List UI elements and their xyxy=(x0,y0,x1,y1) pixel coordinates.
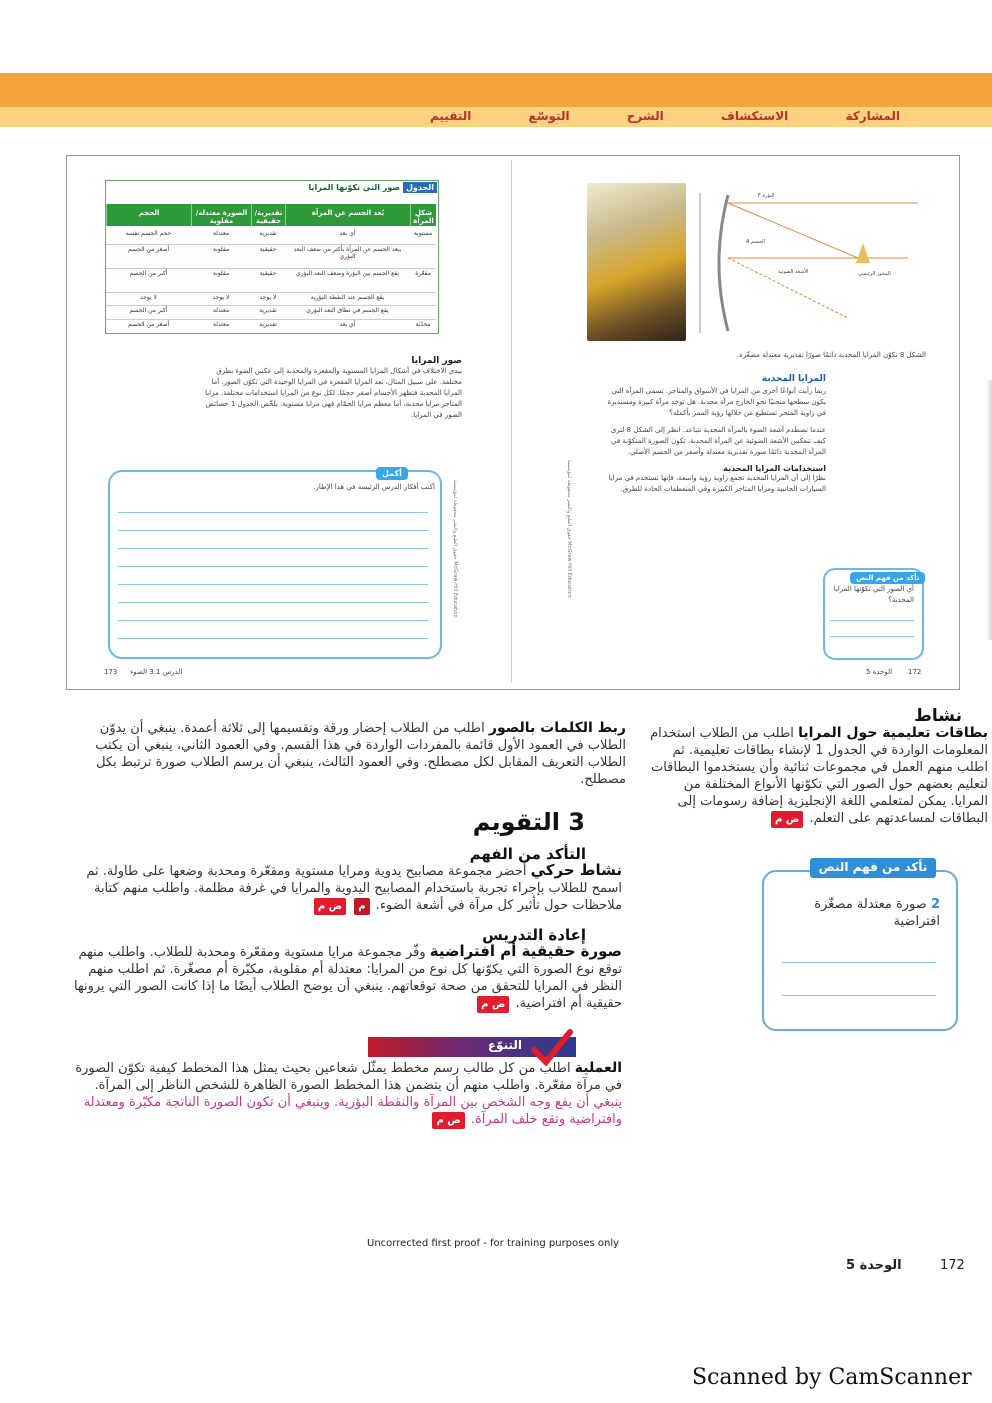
notes-line[interactable] xyxy=(118,548,428,549)
notes-line[interactable] xyxy=(118,566,428,567)
level-badge: ض م xyxy=(477,996,509,1013)
checkmark-stroke xyxy=(534,1032,570,1062)
table-cell: محدّبة xyxy=(415,321,431,328)
section-heading: المرايا المحدبة xyxy=(761,374,826,384)
convex-mirror-diagram xyxy=(688,183,924,341)
table-header: شكل المرآة xyxy=(410,204,436,226)
section-subheading: استخدامات المرايا المحدبة xyxy=(723,464,826,473)
table-cell: يبعد الجسم عن المرآة بأكثر من ضعف البعد البؤري xyxy=(293,246,402,260)
assessment-title: التقويم xyxy=(472,808,560,836)
table-header: تقديرية/حقيقية xyxy=(251,204,285,226)
level-badge: ض م xyxy=(771,811,803,828)
mirror-images-section xyxy=(200,356,462,421)
assessment-heading xyxy=(470,808,585,836)
lesson-phase-nav xyxy=(430,109,900,127)
diagram-label: F البؤرة xyxy=(758,193,775,199)
answer-line[interactable] xyxy=(782,962,936,963)
table-row xyxy=(106,319,436,332)
table-cell: أي بعد xyxy=(339,321,356,328)
table-cell: لا يوجد xyxy=(259,294,277,301)
table-cell: يقع الجسم بين البؤرة وضعف البعد البؤري xyxy=(296,270,399,277)
table-cell: يقع الجسم عند النقطة البؤرية xyxy=(310,294,385,301)
page-number: 173 xyxy=(104,668,118,676)
table-cell: تقديرية xyxy=(259,230,277,237)
table-cell: حجم الجسم نفسه xyxy=(125,230,172,237)
page-number: 172 xyxy=(908,668,922,676)
table-cell: أصغر من الجسم xyxy=(127,321,170,328)
unit-label: الوحدة 5 xyxy=(846,1258,902,1273)
table-row xyxy=(106,228,436,245)
assessment-number: 3 xyxy=(568,808,585,836)
diagram-label: الأشعة الضوئية xyxy=(778,269,809,275)
kinesthetic-body: أحضر مجموعة مصابيح يدوية ومرايا مستوية ومقعّرة ومحدبة وضعها على طاولة. ثم اسمح للطلاب بإجراء تجربة باستخدام المصابيح اليدوية والمرايا في غرفة مظلمة. واطلب منهم كتابة ملاحظات حول تأثير كل مرآة في أشعة الضوء. xyxy=(86,864,622,913)
table-cell: حقيقية xyxy=(259,246,277,253)
table-header: الحجم xyxy=(106,204,191,226)
link-words-body: اطلب من الطلاب إحضار ورقة وتقسيمها إلى ثلاثة أعمدة. ينبغي أن يدوّن الطلاب في العمود الأول قائمة بالمفردات الواردة في هذا القسم. وفي العمود الثاني، ينبغي أن يكتب الطلاب التعريف المقابل لكل مصطلح. وفي العمود الثالث، ينبغي أن يرسم الطلاب صورة ترتبط بكل مصطلح. xyxy=(95,721,626,787)
activity-body: اطلب من الطلاب استخدام المعلومات الواردة في الجدول 1 لإنشاء بطاقات تعليمية. ثم اطلب منهم العمل في مجموعات ثنائية وأن يستخدموا البطاقات لتعليم بعضهم حول الصور التي تكوّنها الأنواع المختلفة من المرايا. يمكن لمتعلمي اللغة الإنجليزية إضافة رسومات إلى البطاقات لمساعدتهم على التعلم. xyxy=(650,726,988,826)
practical-heading: العملية xyxy=(574,1060,622,1076)
table-cell: معتدلة xyxy=(212,321,230,328)
table-cell: أصغر من الجسم xyxy=(127,246,170,253)
table-cell: أكبر من الجسم xyxy=(129,307,168,314)
table-caption: صور التي تكوّنها المرايا xyxy=(308,183,401,192)
table-cell: مقلوبة xyxy=(212,246,230,253)
link-words-heading: ربط الكلمات بالصور xyxy=(488,720,626,736)
tab-engage[interactable]: المشاركة xyxy=(845,109,900,123)
table-label: الجدول xyxy=(403,182,437,193)
table-cell xyxy=(410,305,436,319)
section-text: يبدي الاختلاف في أشكال المرايا المستوية والمقعرة والمحدبة إلى عكس الضوء بطرق مختلفة. على سبيل المثال، تعد المرايا المقعرة في المرايا الوحيدة التي تكوّن الصور. أما المرايا المحدبة فتظهر الأجسام أصغر حجمًا. لكل نوع من المرايا استخدامات مختلفة. مرايا المتاجر مرايا محدبة، أما معظم مرايا الحمّام فهي مرايا مستوية. يلخّص الجدول 1 خصائص الصور في المرايا. xyxy=(205,367,462,419)
notes-line[interactable] xyxy=(118,512,428,513)
table-title xyxy=(105,183,437,199)
table-cell: معتدلة xyxy=(212,230,230,237)
answer-line[interactable] xyxy=(782,995,936,996)
table-cell: مقعّرة xyxy=(415,270,431,277)
kinesthetic-block xyxy=(66,862,622,915)
answer-text: صورة معتدلة مصغّرة افتراضية xyxy=(814,897,940,929)
check-text-answer-box xyxy=(762,870,958,1031)
copyright-note: حقوق الطبع والنشر محفوظة لمؤسسة McGraw-Hill Education xyxy=(452,480,458,618)
table-cell: يقع الجسم في نطاق البعد البؤري xyxy=(306,307,389,314)
table-cell xyxy=(410,244,436,268)
level-badge: ض م xyxy=(314,898,346,915)
check-tag-label: تأكد من فهم النص xyxy=(850,572,925,584)
reteach-title: إعادة التدريس xyxy=(482,926,586,944)
table-cell xyxy=(410,292,436,305)
table-header-row xyxy=(106,204,436,226)
table-row xyxy=(106,268,436,293)
table-cell: تقديرية xyxy=(259,307,277,314)
section-text: عندما تصطدم أشعة الضوء بالمرآة المحدبة تتباعد. انظر إلى الشكل 8 لترى كيف تنعكس الأشعة الضوئية عن المرآة المحدبة. تكون الصورة المتكوّنة في المرآة المحدبة دائمًا صورة تقديرية معتدلة وأصغر من الجسم الأصلي. xyxy=(610,426,826,456)
practical-body: اطلب من كل طالب رسم مخطط يمثّل شعاعين بحيث يمثل هذا المخطط كيفية تكوّن الصورة في مرآة مقعّرة. واطلب منهم أن يتضمن هذا المخطط الصورة الظاهرة للشخص الناظر إلى المرآة. xyxy=(75,1061,622,1093)
table-cell: أي بعد xyxy=(339,230,356,237)
reteach-body: وفّر مجموعة مرايا مستوية ومقعّرة ومحدبة للطلاب. واطلب منهم توقع نوع الصورة التي يكوّنها كل نوع من المرايا: معتدلة أم مقلوبة، مكبّرة أم مصغّرة. ثم اطلب منهم النظر في المرايا للتحقق من صحة توقعاتهم. ينبغي أن يوضح الطلاب أيضًا ما إذا كانت الصور التي يرونها حقيقية أم افتراضية. xyxy=(74,945,622,1011)
notes-line[interactable] xyxy=(118,530,428,531)
diagram-label: المحور الرئيسي xyxy=(858,271,891,277)
page-number: 172 xyxy=(940,1258,965,1273)
notes-prompt: أكتب أفكار الدرس الرئيسة في هذا الإطار. xyxy=(313,483,435,491)
tab-elaborate[interactable]: التوسّع xyxy=(528,109,570,123)
table-row xyxy=(106,305,436,320)
activity-heading: بطاقات تعليمية حول المرايا xyxy=(798,725,988,741)
notes-line[interactable] xyxy=(118,602,428,603)
section-text: ربما رأيت أنواعًا أخرى من المرايا في الأسواق والمتاجر. تسمى المرآة التي يكون سطحها منحنيًا نحو الخارج مرآة محدبة. هل توجد مرآة كبيرة ومستديرة في زاوية المتجر تستطيع من خلالها رؤية الممر بأكمله؟ xyxy=(607,387,826,417)
table-cell: تقديرية xyxy=(259,321,277,328)
level-badge: م xyxy=(354,898,369,915)
table-cell: لا يوجد xyxy=(212,294,230,301)
convex-mirror-photo xyxy=(587,183,686,341)
proof-note: Uncorrected first proof - for training purposes only xyxy=(367,1238,620,1249)
notes-line[interactable] xyxy=(118,638,428,639)
notes-line[interactable] xyxy=(118,620,428,621)
table-row xyxy=(106,244,436,269)
practical-block xyxy=(66,1060,622,1129)
activity-title: نشاط xyxy=(914,706,962,726)
table-header: بُعد الجسم عن المرآة xyxy=(285,204,410,226)
spread-gutter xyxy=(511,160,512,682)
scanner-watermark: Scanned by CamScanner xyxy=(692,1365,972,1390)
top-banner xyxy=(0,73,992,107)
tab-explain[interactable]: الشرح xyxy=(626,109,664,123)
diagram-label: A الجسم xyxy=(746,239,765,245)
table-cell: مستوية xyxy=(413,230,433,237)
activity-block xyxy=(650,725,988,828)
link-words-block xyxy=(66,720,626,788)
reteach-subtitle: صورة حقيقية أم افتراضية xyxy=(429,942,622,960)
section-text: نظرًا إلى أن المرايا المحدبة تجمع زاوية رؤية واسعة، فإنها تستخدم في مرايا السيارات الجانبية ومرايا المتاجر الكبيرة وفي المنعطفات الحادة للطرق. xyxy=(608,474,826,493)
notes-tag-label: أكمل xyxy=(376,467,408,480)
page-footer: الوحدة 5 xyxy=(866,668,893,676)
table-cell: مقلوبة xyxy=(212,270,230,277)
practical-answer: ينبغي أن يقع وجه الشخص بين المرآة والنقطة البؤرية. وينبغي أن تكون الصورة الناتجة مكبّرة ومعتدلة وافتراضية وتقع خلف المرآة. xyxy=(83,1095,622,1127)
answer-line[interactable] xyxy=(830,636,914,637)
variety-label: التنوّع xyxy=(487,1038,522,1052)
notes-line[interactable] xyxy=(118,584,428,585)
section-heading: صور المرايا xyxy=(411,356,462,366)
notes-box-tag xyxy=(376,461,408,480)
check-reading-tag xyxy=(850,565,925,584)
check-text-answer xyxy=(800,896,940,930)
notes-box xyxy=(108,470,442,659)
table-row xyxy=(106,292,436,306)
table-cell: معتدلة xyxy=(212,307,230,314)
figure-caption: الشكل 8 تكوّن المرايا المحدبة دائمًا صورًا تقديرية معتدلة مصغّرة. xyxy=(736,351,926,359)
table-cell: حقيقية xyxy=(259,270,277,277)
reteach-block xyxy=(66,943,622,1013)
table-header: الصورة معتدلة/مقلوبة xyxy=(191,204,251,226)
check-text-tag: تأكد من فهم النص xyxy=(810,858,936,878)
kinesthetic-heading: نشاط حركي xyxy=(530,861,622,879)
table-cell: لا يوجد xyxy=(140,294,157,301)
level-badge: ض م xyxy=(432,1112,464,1129)
convex-mirrors-section xyxy=(600,374,826,495)
table-cell: أكبر من الجسم xyxy=(129,270,168,277)
answer-line[interactable] xyxy=(830,620,914,621)
check-reading-prompt: أي الصور التي تكوّنها المرايا المحدبة؟ xyxy=(833,585,914,604)
tab-evaluate[interactable]: التقييم xyxy=(430,109,472,123)
tab-explore[interactable]: الاستكشاف xyxy=(720,109,789,123)
answer-number: 2 xyxy=(930,897,940,912)
page-footer: الدرس 3.1 الضوء xyxy=(130,668,183,676)
page-edge xyxy=(986,380,992,640)
understanding-title: التأكد من الفهم xyxy=(469,845,586,863)
copyright-note: حقوق الطبع والنشر محفوظة لمؤسسة McGraw-Hill Education xyxy=(566,460,572,598)
